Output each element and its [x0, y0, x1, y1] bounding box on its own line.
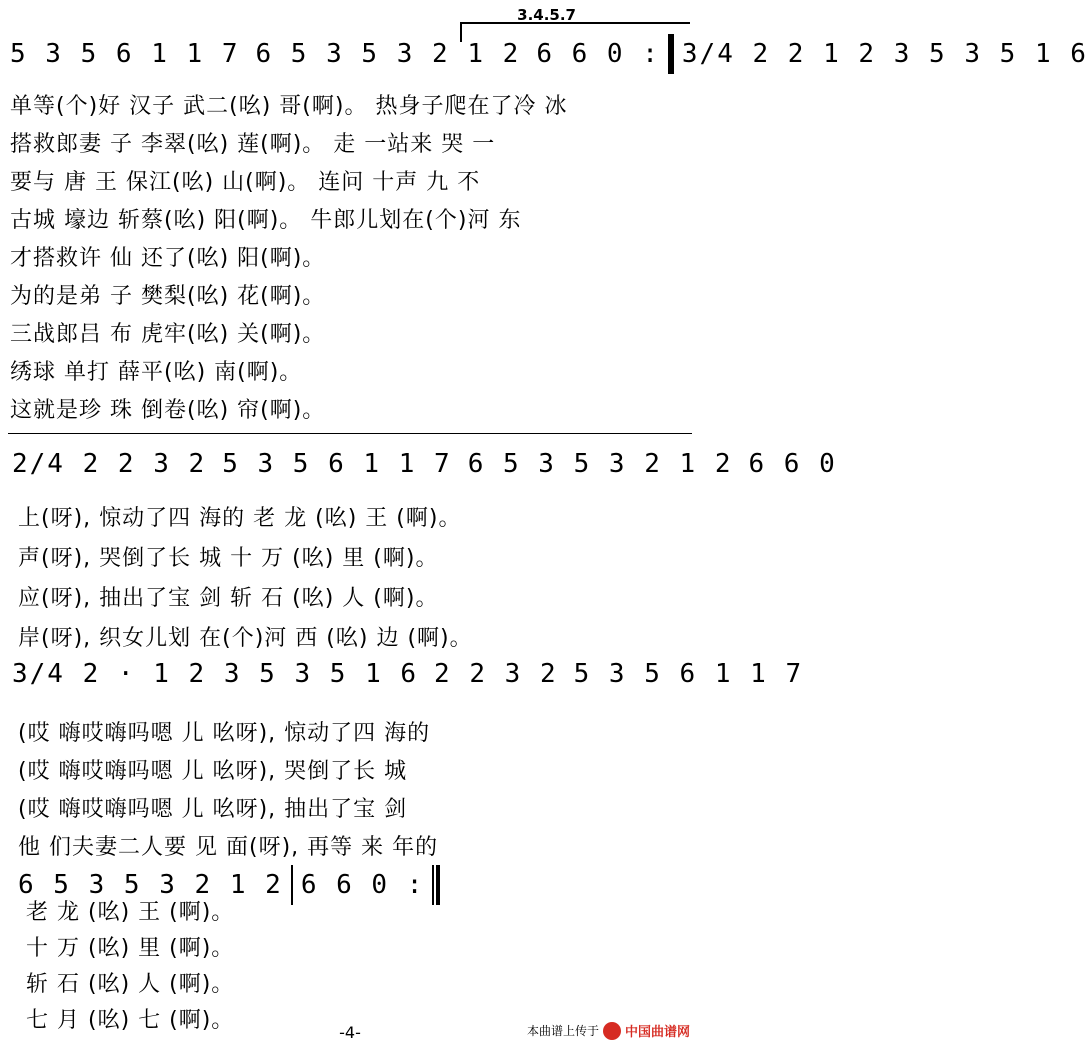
top-measure-2: 6 5 3 5 3 2 1 2 [255, 39, 521, 69]
top-lyric-row-6: 为的是弟 子 樊梨(吆) 花(啊)。 [10, 284, 326, 309]
top-lyric-row-4: 古城 壕边 斩蔡(吆) 阳(啊)。 牛郎儿划在(个)河 东 [10, 208, 522, 233]
middle-notation-row [12, 444, 837, 484]
bottom-measure-1: 3/4 2 · 1 2 3 5 3 5 1 6 [12, 659, 419, 689]
final-notation-row [18, 865, 700, 905]
top-lyric-row-8: 绣球 单打 薛平(吆) 南(啊)。 [10, 360, 303, 385]
watermark-brand: 中国曲谱网 [624, 1025, 690, 1040]
middle-measure-1: 2/4 2 2 3 2 [12, 449, 207, 479]
final-lyric-row-2: 十 万 (吆) 里 (啊)。 [26, 936, 235, 961]
barline [291, 865, 293, 905]
top-notation-row [10, 34, 1088, 74]
bottom-lyric-row-3: (哎 嗨哎嗨吗嗯 儿 吆呀), 抽出了宝 剑 [18, 797, 408, 822]
top-measure-1: 5 3 5 6 1 1 7 [10, 39, 240, 69]
bottom-lyric-row-1: (哎 嗨哎嗨吗嗯 儿 吆呀), 惊动了四 海的 [18, 721, 431, 746]
final-measure-1: 6 5 3 5 3 2 1 2 [18, 870, 283, 900]
section-divider [8, 433, 692, 434]
bottom-measure-2: 2 2 3 2 [434, 659, 558, 689]
top-lyric-row-1: 单等(个)好 汉子 武二(吆) 哥(啊)。 热身子爬在了冷 冰 [10, 94, 568, 119]
middle-measure-3: 6 5 3 5 3 2 1 2 [467, 449, 733, 479]
bottom-measure-3: 5 3 5 6 1 1 7 [573, 659, 804, 689]
middle-measure-2: 5 3 5 6 1 1 7 [222, 449, 452, 479]
repeat-barline [668, 34, 674, 74]
top-lyric-row-3: 要与 唐 王 保江(吆) 山(啊)。 连问 十声 九 不 [10, 170, 481, 195]
bottom-lyric-row-4: 他 们夫妻二人要 见 面(呀), 再等 来 年的 [18, 835, 439, 860]
middle-lyric-row-2: 声(呀), 哭倒了长 城 十 万 (吆) 里 (啊)。 [18, 546, 439, 571]
final-lyric-row-3: 斩 石 (吆) 人 (啊)。 [26, 972, 235, 997]
middle-lyric-row-3: 应(呀), 抽出了宝 剑 斩 石 (吆) 人 (啊)。 [18, 586, 439, 611]
top-lyric-row-2: 搭救郎妻 子 李翠(吆) 莲(啊)。 走 一站来 哭 一 [10, 132, 496, 157]
middle-lyric-row-1: 上(呀), 惊动了四 海的 老 龙 (吆) 王 (啊)。 [18, 506, 462, 531]
middle-measure-4: 6 6 0 [748, 449, 837, 479]
page-number: -4- [339, 1023, 361, 1042]
top-lyric-row-9: 这就是珍 珠 倒卷(吆) 帘(啊)。 [10, 398, 326, 423]
top-lyric-row-7: 三战郎吕 布 虎牢(吆) 关(啊)。 [10, 322, 326, 347]
final-lyric-row-4: 七 月 (吆) 七 (啊)。 [26, 1008, 235, 1033]
top-measure-3: 6 6 0 : [536, 39, 660, 69]
ending-repeat-barline [432, 865, 440, 905]
final-lyric-row-1: 老 龙 (吆) 王 (啊)。 [26, 900, 235, 925]
bottom-lyric-row-2: (哎 嗨哎嗨吗嗯 儿 吆呀), 哭倒了长 城 [18, 759, 408, 784]
middle-lyric-row-4: 岸(呀), 织女儿划 在(个)河 西 (吆) 边 (啊)。 [18, 626, 473, 651]
watermark-prefix: 本曲谱上传于 [526, 1024, 599, 1038]
bottom-notation-row [12, 654, 804, 694]
repeat-marker: 3.4.5.7 [517, 6, 576, 24]
top-lyric-row-5: 才搭救许 仙 还了(吆) 阳(啊)。 [10, 246, 326, 271]
top-measure-4: 3/4 2 2 1 2 3 5 3 5 1 6 [681, 39, 1088, 69]
watermark [527, 1021, 690, 1040]
site-logo-icon [603, 1022, 621, 1040]
final-measure-2: 6 6 0 : [300, 870, 425, 900]
